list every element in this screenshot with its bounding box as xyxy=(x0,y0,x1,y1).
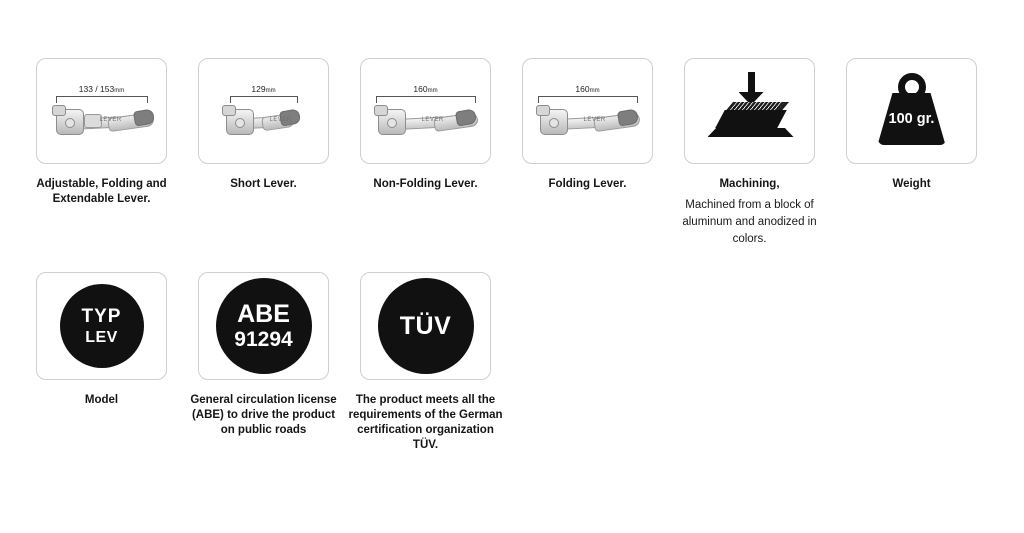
feature-caption: Machining, xyxy=(719,178,780,190)
feature-row-bottom xyxy=(0,248,1024,453)
icon-card xyxy=(198,272,329,380)
feature-caption: Folding Lever. xyxy=(548,178,627,190)
badge-primary-text: TYP xyxy=(81,305,122,327)
feature-caption: Short Lever. xyxy=(230,178,297,190)
feature-cell-non-folding-lever xyxy=(360,58,491,192)
feature-row-top xyxy=(0,0,1024,248)
adjustable-folding-lever-icon xyxy=(42,65,162,157)
dimension-value: 133 / 153 xyxy=(78,84,115,94)
icon-card xyxy=(360,272,491,380)
lever-brand-label: LEVER xyxy=(583,117,606,123)
dimension-value: 129 xyxy=(251,84,266,94)
icon-card xyxy=(522,58,653,164)
feature-caption: Non-Folding Lever. xyxy=(373,178,478,190)
badge-primary-text: TÜV xyxy=(399,311,452,340)
dimension-line xyxy=(538,84,638,101)
feature-cell-tuv xyxy=(348,272,503,453)
feature-caption: Adjustable, Folding and Extendable Lever. xyxy=(36,178,167,205)
weight-value: 100 gr. xyxy=(888,111,935,127)
tuv-badge-icon xyxy=(378,278,474,374)
feature-cell-abe xyxy=(190,272,337,438)
dimension-unit: mm xyxy=(265,88,276,94)
abe-badge-icon xyxy=(216,278,312,374)
feature-caption: The product meets all the requirements of the German certification organization TÜV. xyxy=(348,394,503,451)
badge-primary-text: ABE xyxy=(237,300,290,328)
lever-brand-label: LEVER xyxy=(99,117,122,123)
lever-brand-label: LEVER xyxy=(269,117,292,123)
dimension-unit: mm xyxy=(589,88,600,94)
dimension-unit: mm xyxy=(114,88,125,94)
icon-card xyxy=(846,58,977,164)
dimension-line xyxy=(56,84,148,101)
folding-lever-icon xyxy=(528,65,648,157)
icon-card xyxy=(36,272,167,380)
short-lever-icon xyxy=(204,65,324,157)
feature-caption: Weight xyxy=(892,178,931,190)
feature-cell-model xyxy=(36,272,167,408)
non-folding-lever-icon xyxy=(366,65,486,157)
dimension-value: 160 xyxy=(575,84,590,94)
dimension-value: 160 xyxy=(413,84,428,94)
feature-caption: General circulation license (ABE) to drive the product on public roads xyxy=(190,394,337,436)
feature-cell-folding-lever xyxy=(522,58,653,192)
lever-brand-label: LEVER xyxy=(421,117,444,123)
icon-card xyxy=(360,58,491,164)
dimension-unit: mm xyxy=(427,88,438,94)
feature-cell-weight xyxy=(846,58,977,192)
feature-cell-short-lever xyxy=(198,58,329,192)
feature-subcaption: Machined from a block of aluminum and anodized in colors. xyxy=(682,199,817,245)
weight-icon xyxy=(870,71,954,151)
icon-card xyxy=(198,58,329,164)
feature-caption: Model xyxy=(84,394,119,406)
badge-secondary-text: 91294 xyxy=(234,328,293,351)
badge-secondary-text: LEV xyxy=(85,328,118,346)
dimension-line xyxy=(230,84,298,101)
model-badge-icon xyxy=(60,284,144,368)
machining-icon xyxy=(702,72,798,150)
icon-card xyxy=(684,58,815,164)
icon-card xyxy=(36,58,167,164)
dimension-line xyxy=(376,84,476,101)
feature-cell-adjustable-lever xyxy=(36,58,167,207)
feature-cell-machining xyxy=(684,58,815,248)
